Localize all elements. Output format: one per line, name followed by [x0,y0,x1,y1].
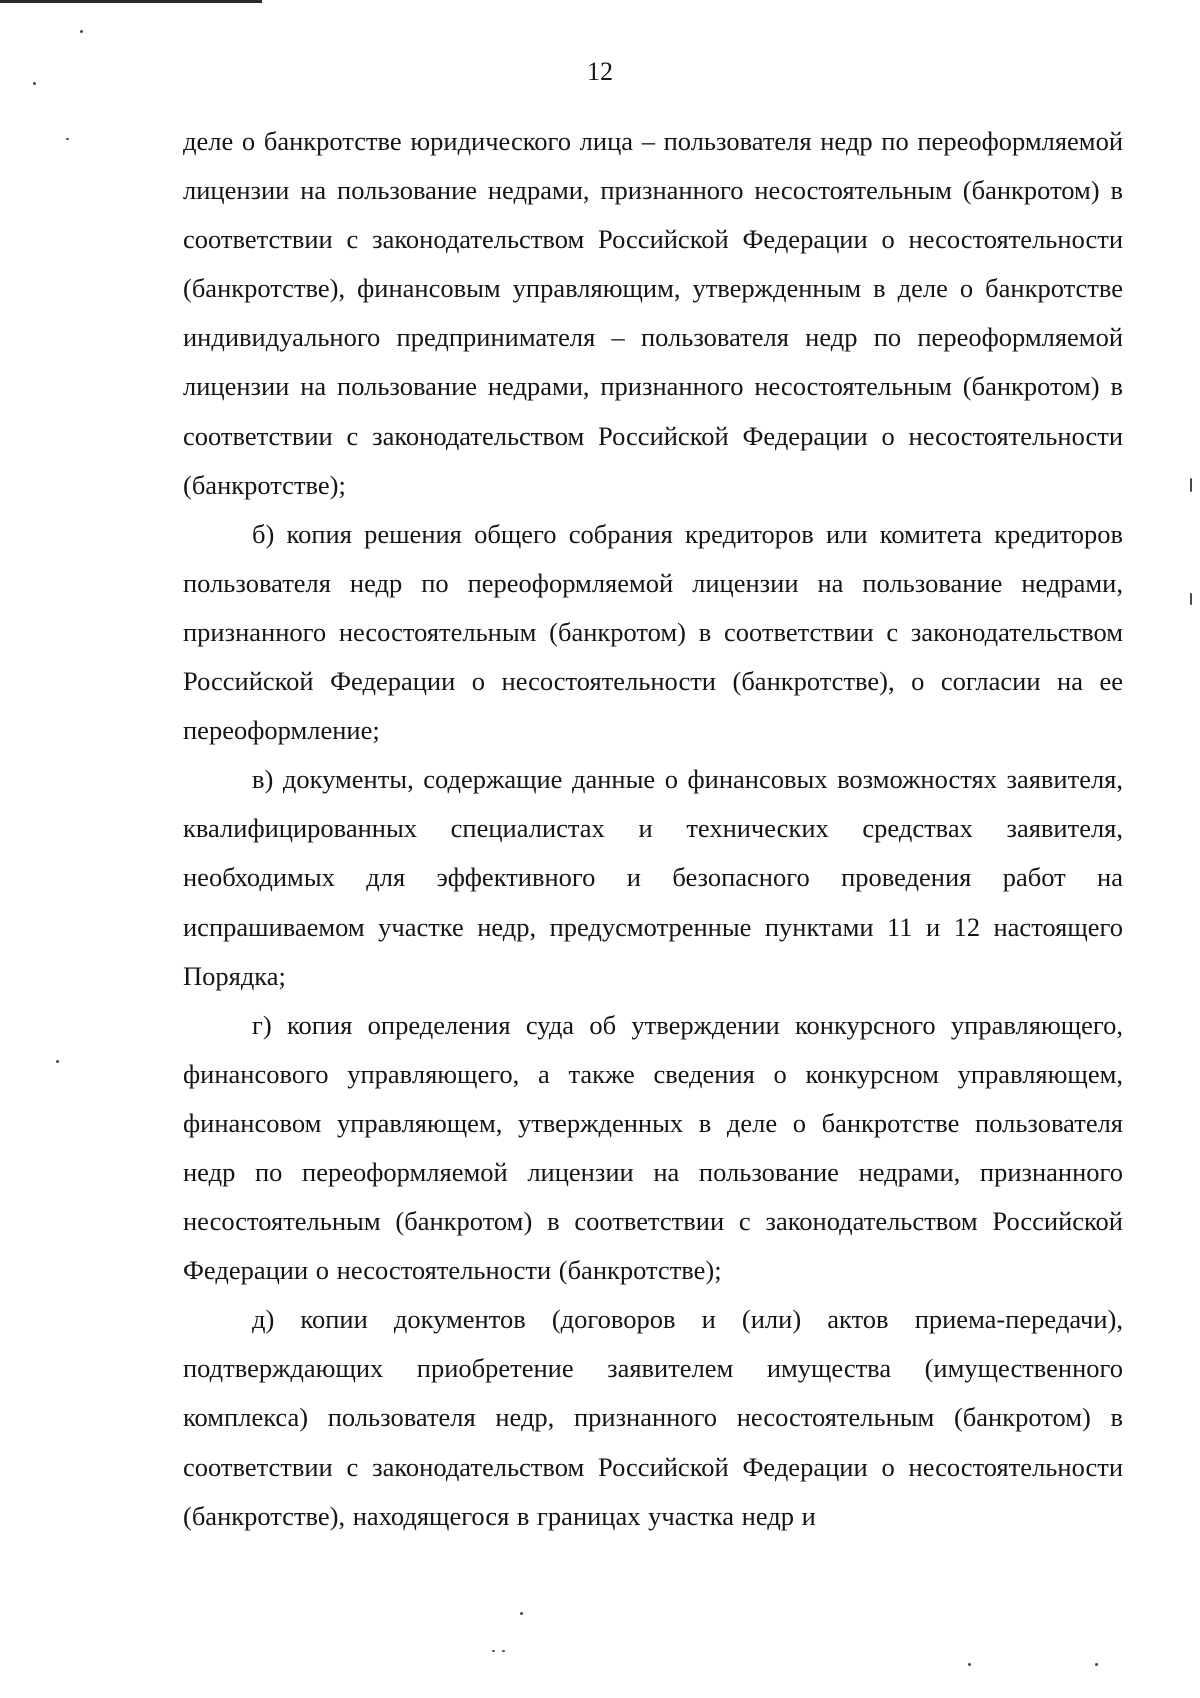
scan-speck [56,1060,59,1063]
paragraph-item-g: г) копия определения суда об утверждении конкурсного управляющего, финансового управляющего, а также сведения о конкурсном управляющем, финансовом управляющем, утвержденных в деле о банкротстве пользователя недр по переоформляемой лицензии на пользование недрами, признанного несостоятельным (банкротом) в соответствии с законодательством Российской Федерации о несостоятельности (банкротстве); [183,1009,1123,1286]
scan-speck [968,1663,971,1666]
paragraph-item-d: д) копии документов (договоров и (или) актов приема-передачи), подтверждающих приобретение заявителем имущества (имущественного комплекса) пользователя недр, признанного несостоятельным (банкротом) в соответствии с законодательством Российской Федерации о несостоятельности (банкротстве), находящегося в границах участка недр и [183,1304,1123,1531]
paragraph-continuation: деле о банкротстве юридического лица – пользователя недр по переоформляемой лицензии на пользование недрами, признанного несостоятельным (банкротом) в соответствии с законодательством Российской Федерации о несостоятельности (банкротстве), финансовым управляющим, утвержденным в деле о банкротстве индивидуального предпринимателя – пользователя недр по переоформляемой лицензии на пользование недрами, признанного несостоятельным (банкротом) в соответствии с законодательством Российской Федерации о несостоятельности (банкротстве); [183,126,1123,500]
scan-speck [1095,1663,1098,1666]
scan-speck [80,30,83,33]
scan-speck [502,1650,505,1652]
top-rule [0,0,262,3]
scan-speck [520,1612,523,1615]
paragraph-item-b: б) копия решения общего собрания кредиторов или комитета кредиторов пользователя недр по переоформляемой лицензии на пользование недрами, признанного несостоятельным (банкротом) в соответствии с законодательством Российской Федерации о несостоятельности (банкротстве), о согласии на ее переоформление; [183,518,1123,746]
scan-speck [492,1650,495,1652]
paragraph-item-v: в) документы, содержащие данные о финансовых возможностях заявителя, квалифицированных специалистах и технических средствах заявителя, необходимых для эффективного и безопасного проведения работ на испрашиваемом участке недр, предусмотренные пунктами 11 и 12 настоящего Порядка; [183,764,1123,991]
scan-speck [33,82,36,85]
scan-speck [1190,593,1192,605]
document-body [183,117,1123,1541]
scan-speck [1190,478,1192,492]
scan-speck [66,138,69,140]
page-number: 12 [587,57,613,86]
